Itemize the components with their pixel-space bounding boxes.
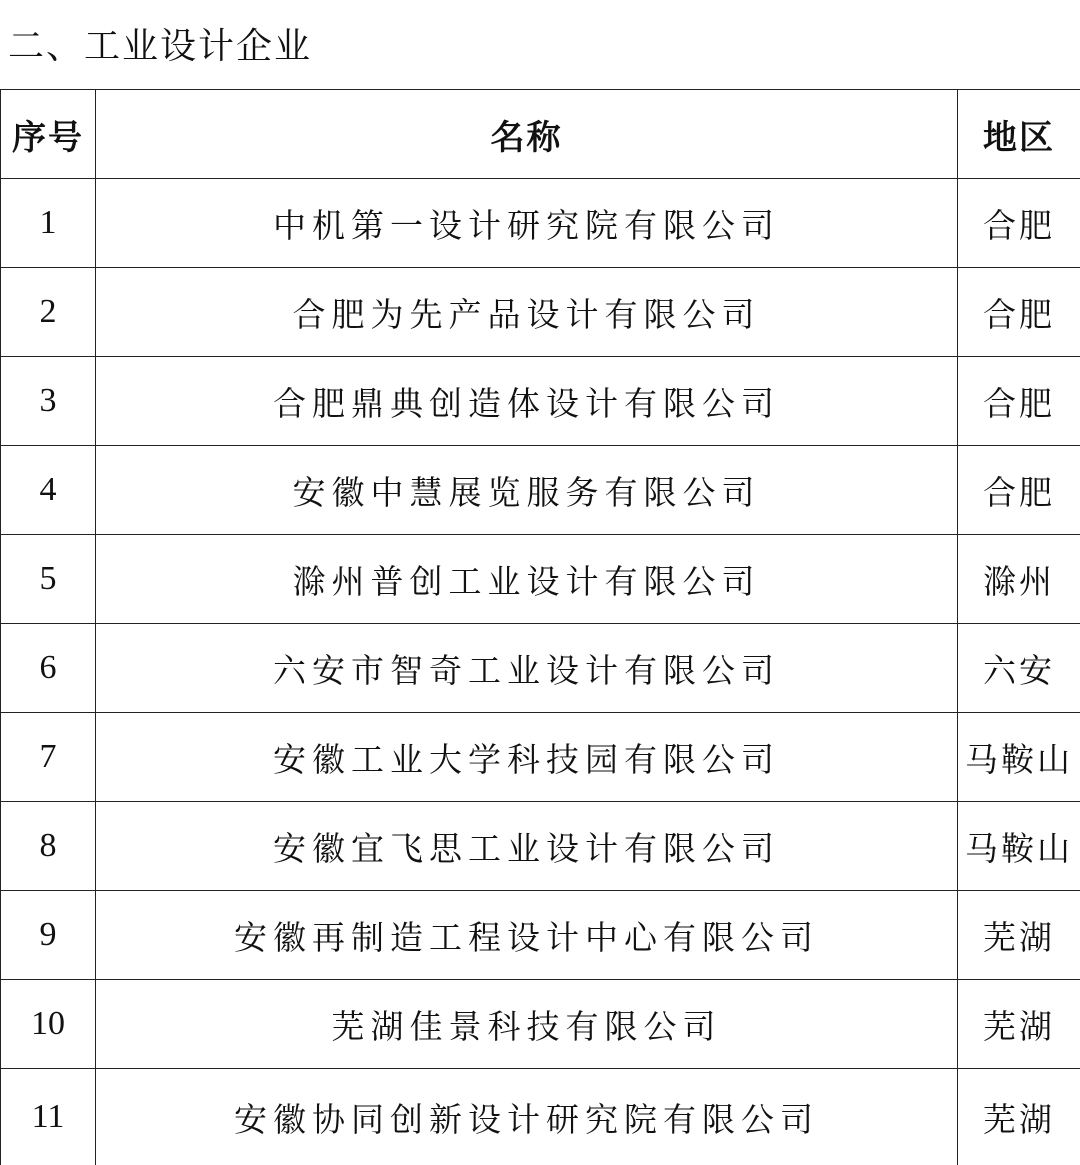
row-company-name: 六安市智奇工业设计有限公司 bbox=[96, 624, 958, 713]
row-company-name: 安徽再制造工程设计中心有限公司 bbox=[96, 891, 958, 980]
row-region: 滁州 bbox=[958, 535, 1080, 624]
row-region: 马鞍山 bbox=[958, 802, 1080, 891]
row-region: 芜湖 bbox=[958, 980, 1080, 1069]
header-company-name: 名称 bbox=[96, 90, 958, 179]
table-row bbox=[1, 268, 1080, 357]
row-serial-number: 10 bbox=[1, 980, 96, 1069]
table-row bbox=[1, 802, 1080, 891]
table-row bbox=[1, 1069, 1080, 1165]
table-header-row bbox=[1, 90, 1080, 179]
enterprise-table bbox=[0, 89, 1080, 1165]
row-serial-number: 3 bbox=[1, 357, 96, 446]
row-serial-number: 11 bbox=[1, 1069, 96, 1165]
row-serial-number: 6 bbox=[1, 624, 96, 713]
row-serial-number: 1 bbox=[1, 179, 96, 268]
row-region: 芜湖 bbox=[958, 891, 1080, 980]
row-company-name: 安徽工业大学科技园有限公司 bbox=[96, 713, 958, 802]
row-serial-number: 2 bbox=[1, 268, 96, 357]
row-region: 马鞍山 bbox=[958, 713, 1080, 802]
table-row bbox=[1, 535, 1080, 624]
table-row bbox=[1, 357, 1080, 446]
header-serial-number: 序号 bbox=[1, 90, 96, 179]
row-region: 芜湖 bbox=[958, 1069, 1080, 1165]
row-company-name: 合肥鼎典创造体设计有限公司 bbox=[96, 357, 958, 446]
row-region: 合肥 bbox=[958, 446, 1080, 535]
table-row bbox=[1, 891, 1080, 980]
row-company-name: 芜湖佳景科技有限公司 bbox=[96, 980, 958, 1069]
row-region: 合肥 bbox=[958, 179, 1080, 268]
table-row bbox=[1, 713, 1080, 802]
row-company-name: 安徽中慧展览服务有限公司 bbox=[96, 446, 958, 535]
row-region: 合肥 bbox=[958, 357, 1080, 446]
row-region: 六安 bbox=[958, 624, 1080, 713]
row-company-name: 安徽宜飞思工业设计有限公司 bbox=[96, 802, 958, 891]
row-serial-number: 5 bbox=[1, 535, 96, 624]
table-row bbox=[1, 980, 1080, 1069]
table-row bbox=[1, 446, 1080, 535]
row-company-name: 中机第一设计研究院有限公司 bbox=[96, 179, 958, 268]
row-company-name: 滁州普创工业设计有限公司 bbox=[96, 535, 958, 624]
row-serial-number: 7 bbox=[1, 713, 96, 802]
section-heading: 二、工业设计企业 bbox=[8, 22, 312, 72]
header-region: 地区 bbox=[958, 90, 1080, 179]
row-company-name: 合肥为先产品设计有限公司 bbox=[96, 268, 958, 357]
row-serial-number: 8 bbox=[1, 802, 96, 891]
row-serial-number: 4 bbox=[1, 446, 96, 535]
row-company-name: 安徽协同创新设计研究院有限公司 bbox=[96, 1069, 958, 1165]
row-region: 合肥 bbox=[958, 268, 1080, 357]
table-row bbox=[1, 179, 1080, 268]
table-row bbox=[1, 624, 1080, 713]
row-serial-number: 9 bbox=[1, 891, 96, 980]
